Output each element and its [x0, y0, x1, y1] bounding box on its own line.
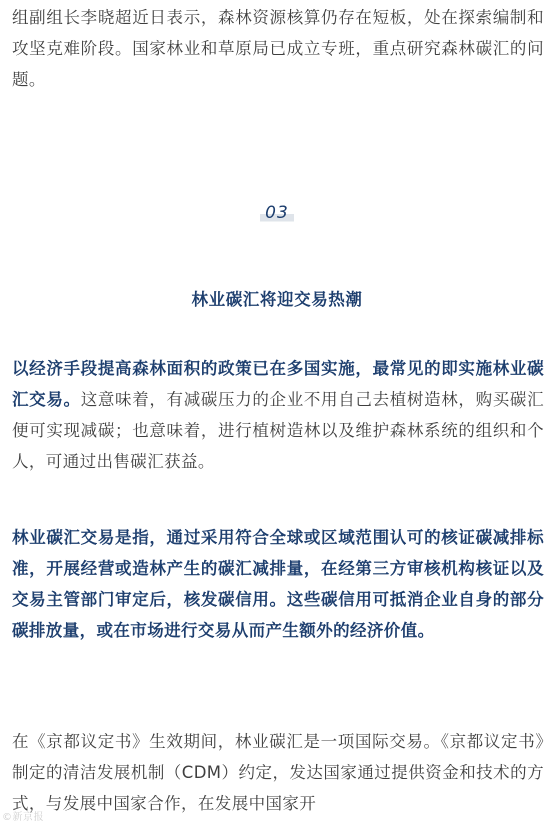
section-title: 林业碳汇将迎交易热潮: [191, 290, 363, 309]
market-body: 这意味着，有减碳压力的企业不用自己去植树造林，购买碳汇便可实现减碳；也意味着，进行植树造林以及维护森林系统的组织和个人，可通过出售碳汇获益。: [12, 390, 544, 471]
kyoto-paragraph: 在《京都议定书》生效期间，林业碳汇是一项国际交易。《京都议定书》制定的清洁发展机制（CDM）约定，发达国家通过提供资金和技术的方式，与发展中国家合作，在发展中国家开: [12, 732, 544, 813]
watermark: ©新京报: [2, 812, 44, 823]
market-paragraph: [12, 353, 544, 477]
section-number-text: 03: [260, 203, 294, 223]
definition-paragraph: 林业碳汇交易是指，通过采用符合全球或区域范围认可的核证碳减排标准，开展经营或造林产生的碳汇减排量，在经第三方审核机构核证以及交易主管部门审定后，核发碳信用。这些碳信用可抵消企业自身的部分碳排放量，或在市场进行交易从而产生额外的经济价值。: [12, 528, 544, 640]
section-number: [0, 203, 554, 223]
intro-paragraph: 组副组长李晓超近日表示，森林资源核算仍存在短板，处在探索编制和攻坚克难阶段。国家林业和草原局已成立专班，重点研究森林碳汇的问题。: [12, 8, 544, 89]
market-emphasis: 以经济手段提高森林面积的政策已在多国实施，最常见的即实施林业碳汇交易。: [12, 359, 544, 409]
